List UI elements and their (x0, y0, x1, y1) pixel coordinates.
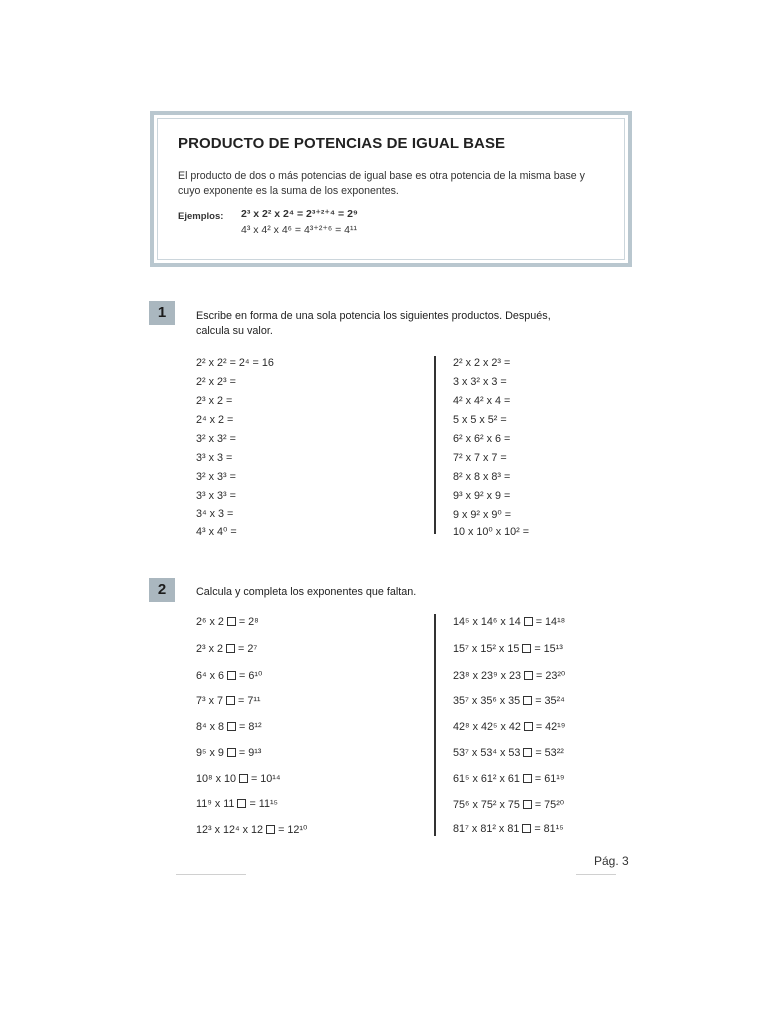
expression-start: 2³ x 2 (196, 643, 224, 655)
answer-box[interactable] (227, 671, 236, 680)
exercise-2-left-item (196, 823, 307, 836)
example-line-2: 4³ x 4² x 4⁶ = 4³⁺²⁺⁶ = 4¹¹ (241, 224, 358, 236)
exercise-1-right-item: 4² x 4² x 4 = (453, 395, 511, 407)
expression-result: = 53²² (535, 747, 564, 759)
expression-start: 9⁵ x 9 (196, 747, 224, 759)
exercise-1-instruction: Escribe en forma de una sola potencia los siguientes productos. Después, calcula su valor. (196, 310, 551, 337)
exercise-2-left-item (196, 747, 261, 759)
exercise-2-left-item (196, 669, 262, 682)
expression-result: = 15¹³ (534, 643, 563, 655)
answer-box[interactable] (237, 799, 246, 808)
answer-box[interactable] (523, 696, 532, 705)
exercise-2-right-item (453, 669, 565, 682)
expression-result: = 61¹⁹ (534, 773, 565, 785)
expression-result: = 9¹³ (238, 747, 262, 759)
exercise-1-right-item: 3 x 3² x 3 = (453, 376, 507, 388)
answer-box[interactable] (524, 671, 533, 680)
answer-box[interactable] (227, 722, 236, 731)
expression-start: 75⁶ x 75² x 75 (453, 799, 520, 811)
answer-box[interactable] (227, 617, 236, 626)
exercise-2-right-item (453, 643, 563, 655)
exercise-1-right-item: 10 x 10⁰ x 10² = (453, 526, 530, 538)
answer-box[interactable] (226, 644, 235, 653)
answer-box[interactable] (523, 800, 532, 809)
expression-start: 14⁵ x 14⁶ x 14 (453, 616, 521, 628)
exercise-1-right-item: 8² x 8 x 8³ = (453, 471, 511, 483)
expression-start: 53⁷ x 53⁴ x 53 (453, 747, 521, 759)
expression-start: 35⁷ x 35⁶ x 35 (453, 695, 521, 707)
exercise-1-left-item: 3² x 3³ = (196, 471, 236, 483)
exercise-2-right-item (453, 798, 564, 811)
exercise-1-left-item: 4³ x 4⁰ = (196, 526, 237, 538)
expression-start: 23⁸ x 23⁹ x 23 (453, 670, 522, 682)
expression-result: = 10¹⁴ (250, 773, 281, 785)
expression-result: = 23²⁰ (536, 670, 566, 682)
expression-start: 10⁸ x 10 (196, 773, 236, 785)
expression-start: 61⁵ x 61² x 61 (453, 773, 520, 785)
expression-start: 6⁴ x 6 (196, 670, 225, 682)
exercise-2-right-item (453, 823, 564, 835)
expression-result: = 2⁷ (238, 643, 258, 655)
answer-box[interactable] (524, 722, 533, 731)
footer-mark-right (576, 874, 616, 875)
footer-mark-left (176, 874, 246, 875)
exercise-2-left-item (196, 773, 281, 785)
expression-result: = 6¹⁰ (239, 670, 263, 682)
exercise-1-right-item: 9 x 9² x 9⁰ = (453, 509, 512, 521)
expression-result: = 8¹² (239, 721, 262, 733)
exercise-2-left-item (196, 798, 278, 810)
answer-box[interactable] (227, 748, 236, 757)
exercise-1-right-item: 5 x 5 x 5² = (453, 414, 507, 426)
exercise-1-left-item: 3⁴ x 3 = (196, 508, 234, 520)
definition-box (150, 111, 632, 267)
answer-box[interactable] (266, 825, 275, 834)
exercise-1-left-item: 2³ x 2 = (196, 395, 233, 407)
expression-start: 11⁹ x 11 (196, 798, 235, 810)
exercise-2-right-item (453, 747, 564, 759)
exercise-2-left-item (196, 616, 259, 628)
answer-box[interactable] (226, 696, 235, 705)
exercise-1-right-item: 9³ x 9² x 9 = (453, 490, 511, 502)
exercise-1-left-item: 2² x 2³ = (196, 376, 236, 388)
exercise-1-left-item: 2² x 2² = 2⁴ = 16 (196, 357, 274, 369)
answer-box[interactable] (522, 824, 531, 833)
exercise-2-left-item (196, 695, 261, 707)
example-line-1: 2³ x 2² x 2⁴ = 2³⁺²⁺⁴ = 2⁹ (241, 208, 358, 220)
expression-start: 7³ x 7 (196, 695, 224, 707)
expression-start: 12³ x 12⁴ x 12 (196, 824, 264, 836)
expression-result: = 35²⁴ (535, 695, 565, 707)
expression-result: = 14¹⁸ (535, 616, 566, 628)
expression-result: = 81¹⁵ (534, 823, 564, 835)
expression-result: = 75²⁰ (534, 799, 565, 811)
expression-start: 15⁷ x 15² x 15 (453, 643, 520, 655)
expression-result: = 7¹¹ (238, 695, 261, 707)
expression-start: 8⁴ x 8 (196, 721, 225, 733)
exercise-1-right-item: 6² x 6² x 6 = (453, 433, 511, 445)
expression-result: = 12¹⁰ (278, 824, 308, 836)
exercise-2-instruction: Calcula y completa los exponentes que faltan. (196, 586, 417, 598)
expression-result: = 11¹⁵ (249, 798, 279, 810)
definition-text: El producto de dos o más potencias de igual base es otra potencia de la misma base y cuyo exponente es la suma de los exponentes. (178, 170, 585, 197)
definition-title: PRODUCTO DE POTENCIAS DE IGUAL BASE (178, 135, 506, 152)
exercise-2-left-item (196, 643, 257, 655)
exercise-1-left-item: 2⁴ x 2 = (196, 414, 234, 426)
answer-box[interactable] (523, 774, 532, 783)
exercise-1-number: 1 (149, 301, 175, 325)
exercise-1-column-divider (434, 356, 436, 534)
expression-result: = 42¹⁹ (535, 721, 566, 733)
answer-box[interactable] (522, 644, 531, 653)
exercise-2-number: 2 (149, 578, 175, 602)
exercise-1-right-item: 7² x 7 x 7 = (453, 452, 507, 464)
answer-box[interactable] (523, 748, 532, 757)
exercise-1-left-item: 3³ x 3 = (196, 452, 233, 464)
answer-box[interactable] (239, 774, 248, 783)
exercise-2-column-divider (434, 614, 436, 836)
expression-start: 81⁷ x 81² x 81 (453, 823, 520, 835)
exercise-2-right-item (453, 616, 565, 628)
expression-start: 2⁶ x 2 (196, 616, 224, 628)
expression-result: = 2⁸ (238, 616, 259, 628)
exercise-1-left-item: 3³ x 3³ = (196, 490, 236, 502)
page-number: Pág. 3 (594, 854, 629, 868)
exercise-2-right-item (453, 695, 565, 707)
exercise-2-right-item (453, 773, 564, 785)
exercise-2-left-item (196, 721, 262, 733)
exercise-1-left-item: 3² x 3² = (196, 433, 236, 445)
answer-box[interactable] (524, 617, 533, 626)
exercise-2-right-item (453, 721, 565, 733)
exercise-1-right-item: 2² x 2 x 2³ = (453, 357, 511, 369)
examples-label: Ejemplos: (178, 211, 224, 222)
expression-start: 42⁸ x 42⁵ x 42 (453, 721, 521, 733)
